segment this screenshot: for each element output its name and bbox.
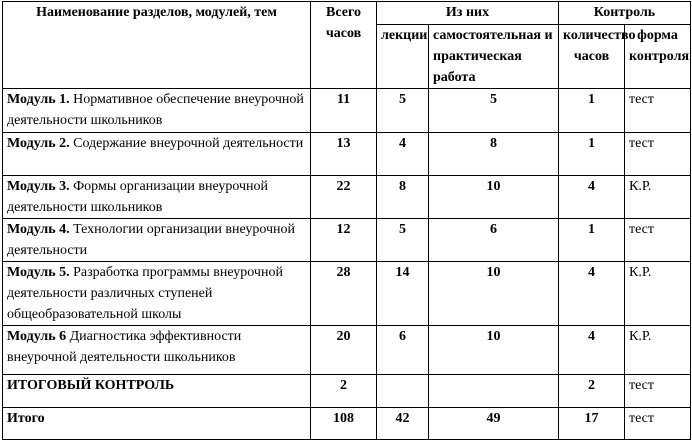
- module-label: Модуль 6: [7, 329, 67, 345]
- header-control: Контроль: [559, 2, 691, 25]
- table-row: [3, 218, 691, 261]
- lecture-hours: 8: [377, 175, 429, 218]
- module-title: Формы организации внеурочной деятельности школьников: [7, 178, 269, 215]
- practical-hours: 10: [429, 326, 559, 374]
- grand-total-control-hours: 17: [559, 407, 625, 439]
- grand-total-lectures: 42: [377, 407, 429, 439]
- table-row: [3, 132, 691, 175]
- grand-total-practical: 49: [429, 407, 559, 439]
- control-form: тест: [625, 132, 691, 175]
- header-control-form: форма контроля: [625, 25, 691, 89]
- final-control-row: [3, 374, 691, 407]
- header-self-practical: самостоятельная и практическая работа: [429, 25, 559, 89]
- control-hours: 4: [559, 326, 625, 374]
- practical-hours: 8: [429, 132, 559, 175]
- header-count-hours: количество часов: [559, 25, 625, 89]
- grand-total-hours: 108: [311, 407, 377, 439]
- total-hours: 13: [311, 132, 377, 175]
- grand-total-control-form: тест: [625, 407, 691, 439]
- practical-hours: 10: [429, 175, 559, 218]
- curriculum-table: [2, 1, 691, 440]
- control-form: К.Р.: [625, 326, 691, 374]
- practical-hours: 5: [429, 89, 559, 132]
- final-control-label: ИТОГОВЫЙ КОНТРОЛЬ: [3, 374, 311, 407]
- header-of-them: Из них: [377, 2, 559, 25]
- grand-total-label: Итого: [3, 407, 311, 439]
- control-hours: 1: [559, 132, 625, 175]
- module-name: [3, 326, 311, 374]
- control-form: тест: [625, 218, 691, 261]
- lecture-hours: 4: [377, 132, 429, 175]
- module-title: Нормативное обеспечение внеурочной деятельности школьников: [7, 92, 304, 129]
- module-title: Разработка программы внеурочной деятельности различных ступеней общеобразовательной школы: [7, 265, 283, 323]
- module-name: [3, 89, 311, 132]
- lecture-hours: 14: [377, 262, 429, 326]
- total-hours: 22: [311, 175, 377, 218]
- module-title: Диагностика эффективности внеурочной деятельности школьников: [7, 329, 242, 366]
- final-control-form: тест: [625, 374, 691, 407]
- module-label: Модуль 2.: [7, 135, 70, 151]
- module-name: [3, 262, 311, 326]
- final-control-total: 2: [311, 374, 377, 407]
- total-hours: 11: [311, 89, 377, 132]
- module-name: [3, 218, 311, 261]
- module-label: Модуль 1.: [7, 92, 70, 108]
- table-row: [3, 262, 691, 326]
- module-name: [3, 175, 311, 218]
- total-hours: 12: [311, 218, 377, 261]
- module-label: Модуль 4.: [7, 221, 70, 237]
- table-row: [3, 326, 691, 374]
- header-total-hours: Всего часов: [311, 2, 377, 89]
- practical-hours: 6: [429, 218, 559, 261]
- module-title: Технологии организации внеурочной деятельности: [7, 221, 295, 258]
- header-row-1: [3, 2, 691, 25]
- module-name: [3, 132, 311, 175]
- control-hours: 1: [559, 89, 625, 132]
- table-row: [3, 175, 691, 218]
- total-hours: 28: [311, 262, 377, 326]
- final-control-practical-empty: [429, 374, 559, 407]
- lecture-hours: 5: [377, 218, 429, 261]
- control-hours: 4: [559, 262, 625, 326]
- control-form: тест: [625, 89, 691, 132]
- module-label: Модуль 5.: [7, 265, 70, 281]
- final-control-hours: 2: [559, 374, 625, 407]
- module-title: Содержание внеурочной деятельности: [73, 135, 304, 151]
- control-hours: 4: [559, 175, 625, 218]
- header-lectures: лекции: [377, 25, 429, 89]
- grand-total-row: [3, 407, 691, 439]
- table-row: [3, 89, 691, 132]
- control-form: К.Р.: [625, 175, 691, 218]
- module-label: Модуль 3.: [7, 178, 70, 194]
- lecture-hours: 5: [377, 89, 429, 132]
- control-form: К.Р.: [625, 262, 691, 326]
- header-name: Наименование разделов, модулей, тем: [3, 2, 311, 89]
- total-hours: 20: [311, 326, 377, 374]
- lecture-hours: 6: [377, 326, 429, 374]
- final-control-lectures-empty: [377, 374, 429, 407]
- control-hours: 1: [559, 218, 625, 261]
- practical-hours: 10: [429, 262, 559, 326]
